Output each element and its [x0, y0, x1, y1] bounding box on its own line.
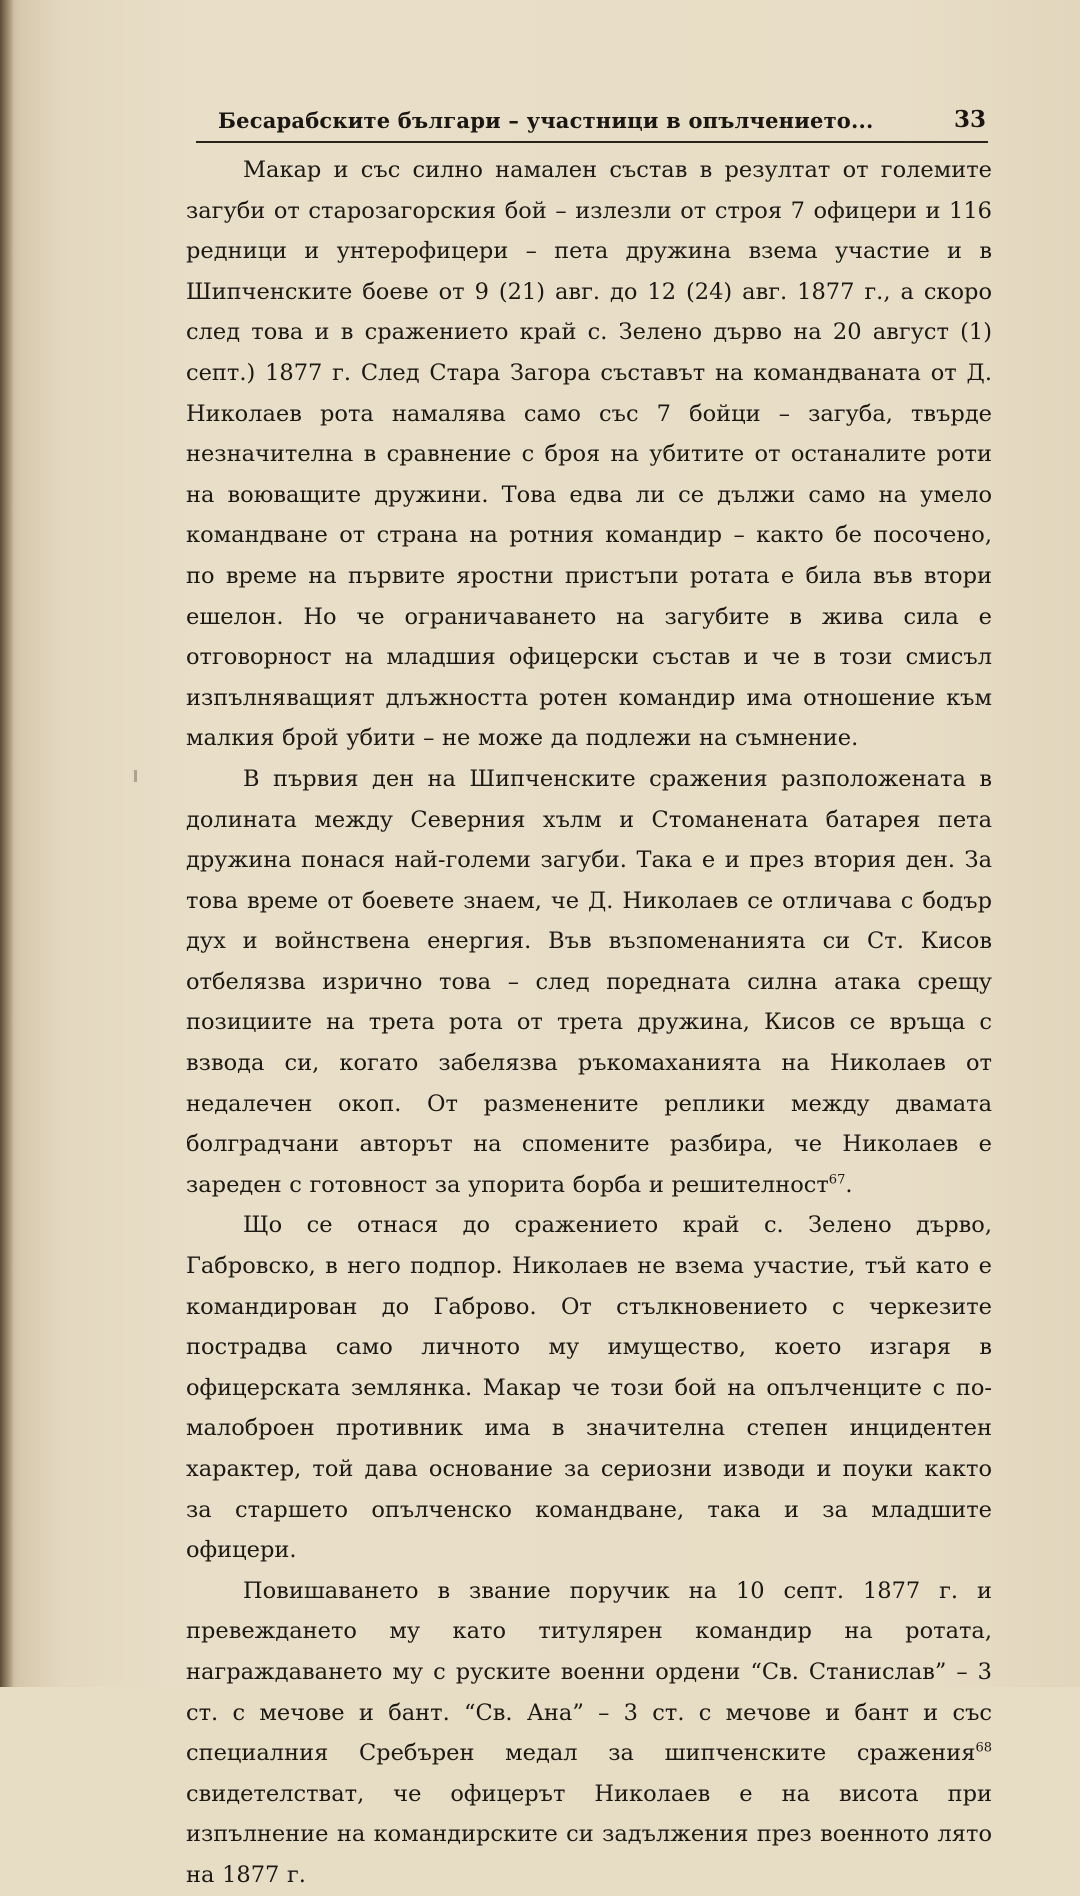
running-head [186, 104, 986, 144]
book-spine-shadow [0, 0, 14, 1687]
paragraph-3-text: Що се отнася до сражението край с. Зелено дърво, Габровско, в него подпор. Николаев не взема участие, тъй като е командирован до Габрово. От стълкновението с черкезите пострадва само личното му имущество, което изгаря в офицерската землянка. Макар че този бой на опълченците с по-малоброен противник има в значителна степен инцидентен характер, той дава основание за сериозни изводи и поуки както за старшето опълченско командване, така и за младшите офицери. [186, 1212, 992, 1564]
paragraph-2-text: В първия ден на Шипченските сражения разположената в долината между Северния хълм и Стоманената батарея пета дружина понася най-големи загуби. Така е и през втория ден. За това време от боевете знаем, че Д. Николаев се отличава с бодър дух и войнствена енергия. Във възпоменанията си Ст. Кисов отбелязва изрично това – след поредната силна атака срещу позициите на трета рота от трета дружина, Кисов се връща с взвода си, когато забелязва ръкомаханията на Николаев от недалечен окоп. От разменените реплики между двамата болградчани авторът на спомените разбира, че Николаев е зареден с готовност за упорита борба и решителност [186, 765, 992, 1198]
footnote-ref-68: 68 [975, 1740, 992, 1756]
paragraph-4-text-before: Повишаването в звание поручик на 10 септ. 1877 г. и превеждането му като титулярен командир на ротата, награждаването му с руските военни ордени “Св. Станислав” – 3 ст. с мечове и бант. “Св. Ана” – 3 ст. с мечове и бант и със специалния Сребърен медал за шипченските сражения [186, 1577, 992, 1767]
body-text [186, 150, 992, 1896]
page-number: 33 [953, 106, 986, 133]
footnote-ref-67: 67 [828, 1172, 846, 1188]
running-head-title: Бесарабските българи – участници в опълчението... [218, 108, 874, 133]
paragraph-1-text: Макар и със силно намален състав в резултат от големите загуби от старозагорския бой – излезли от строя 7 офицери и 116 редници и унтерофицери – пета дружина взема участие и в Шипченските боеве от 9 (21) авг. до 12 (24) авг. 1877 г., а скоро след това и в сражението край с. Зелено дърво на 20 август (1) септ.) 1877 г. След Стара Загора съставът на командваната от Д. Николаев рота намалява само със 7 бойци – загуба, твърде незначителна в сравнение с броя на убитите от останалите роти на воюващите дружини. Това едва ли се дължи само на умело командване от страна на ротния командир – както бе посочено, по време на първите яростни пристъпи ротата е била във втори ешелон. Но че ограничаването на загубите в жива сила е отговорност на младшия офицерски състав и че в този смисъл изпълняващият длъжността ротен командир има отношение към малкия брой убити – не може да подлежи на съмнение. [186, 157, 992, 752]
paragraph-2-end: . [845, 1171, 853, 1198]
paragraph-4 [186, 1571, 992, 1896]
header-rule [196, 141, 988, 143]
paragraph-4-text-after: свидетелстват, че офицерът Николаев е на висота при изпълнение на командирските си задължения през военното лято на 1877 г. [186, 1780, 992, 1888]
paragraph-2 [186, 759, 992, 1206]
paragraph-3 [186, 1205, 992, 1570]
paragraph-1 [186, 150, 992, 759]
margin-mark [134, 770, 137, 782]
